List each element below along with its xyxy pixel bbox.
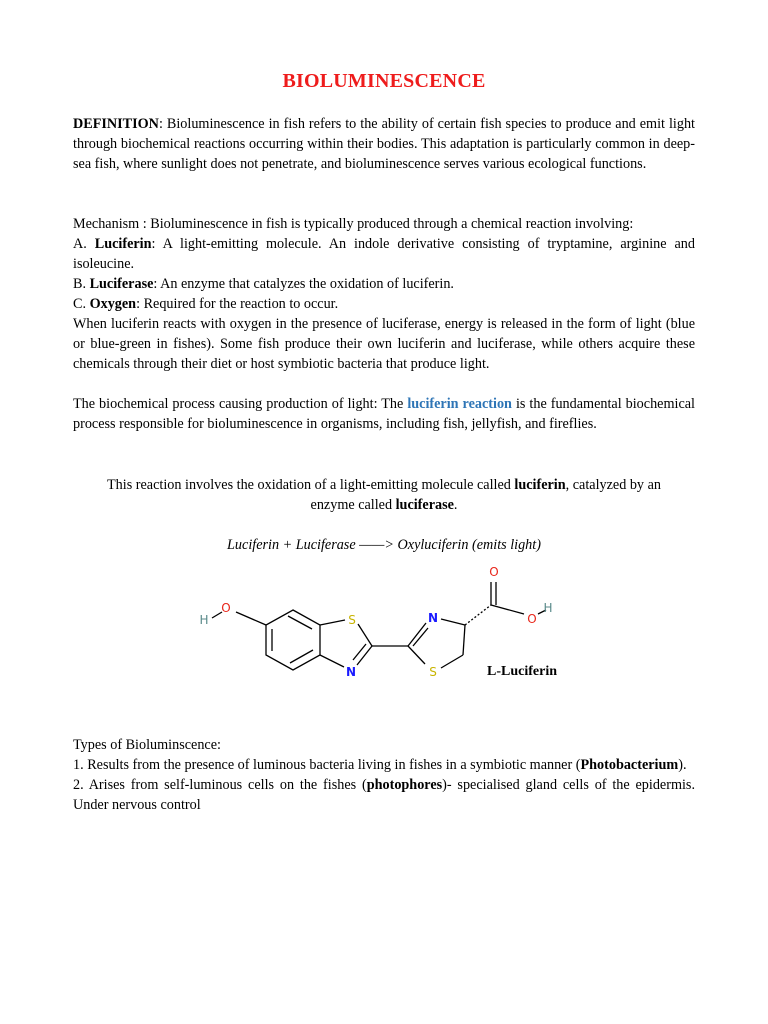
item-prefix: C. [73, 296, 90, 312]
type-text: 1. Results from the presence of luminous bacteria living in fishes in a symbiotic manner ( [73, 757, 581, 773]
double-bond [353, 644, 366, 660]
hydrogen-atom: H [199, 613, 209, 627]
definition-paragraph [73, 114, 695, 174]
mechanism-intro: Mechanism : Bioluminescence in fish is typically produced through a chemical reaction involving: [73, 216, 634, 232]
reaction-equation: Luciferin + Luciferase ——> Oxyluciferin (emits light) [227, 537, 541, 553]
c-o-bond [491, 605, 524, 614]
luciferin-reaction-link[interactable]: luciferin reaction [407, 396, 512, 412]
item-prefix: B. [73, 276, 90, 292]
types-section [73, 735, 695, 815]
process-text-before: The biochemical process causing production of light: The [73, 396, 408, 412]
types-item-2 [73, 775, 695, 815]
stereo-bond [465, 605, 491, 625]
page-title: BIOLUMINESCENCE [282, 70, 486, 92]
luciferin-term: luciferin [514, 477, 566, 493]
item-text: : A light-emitting molecule. An indole derivative consisting of tryptamine, arginine and isoleucine. [73, 236, 695, 272]
type-text: ). [678, 757, 687, 773]
mechanism-section [73, 214, 695, 374]
photobacterium-term: Photobacterium [580, 757, 679, 773]
n-c-bond [320, 655, 344, 667]
process-paragraph [73, 394, 695, 434]
photophores-term: photophores [366, 777, 443, 793]
oxygen-atom: O [221, 601, 231, 615]
process-text-after: is the fundamental biochemical process responsible for bioluminescence in organisms, including fish, jellyfish, and fireflies. [73, 396, 695, 432]
type-text: )- specialised gland cells of the epidermis. Under nervous control [73, 777, 696, 813]
reaction-text: This reaction involves the oxidation of a light-emitting molecule called [107, 477, 515, 493]
nitrogen-atom: N [427, 611, 439, 625]
item-prefix: A. [73, 236, 95, 252]
c-c-bond [463, 625, 465, 655]
sulfur-atom: S [348, 613, 356, 627]
type-text: 2. Arises from self-luminous cells on the fishes ( [73, 777, 367, 793]
reaction-line-2 [73, 495, 695, 515]
c-s-bond [441, 655, 463, 668]
item-term: Luciferase [89, 276, 154, 292]
s-c-bond [358, 624, 372, 646]
mechanism-item-b [73, 274, 695, 294]
oxygen-atom: O [489, 565, 499, 579]
item-text: : An enzyme that catalyzes the oxidation of luciferin. [153, 276, 454, 292]
molecule-bonds [212, 582, 546, 670]
c-o-bond [236, 612, 266, 625]
reaction-line-1 [73, 475, 695, 495]
sulfur-atom: S [429, 665, 437, 679]
reaction-text: , catalyzed by an [565, 477, 661, 493]
mechanism-detail: When luciferin reacts with oxygen in the presence of luciferase, energy is released in the form of light (blue or blue-green in fishes). Some fish produce their own luciferin and luciferase, while others acquire these chemicals through their diet or host symbiotic bacteria that produce light. [73, 316, 695, 372]
mechanism-item-a [73, 234, 695, 274]
molecule-label: L-Luciferin [487, 664, 557, 679]
definition-label: DEFINITION [73, 116, 159, 132]
item-text: : Required for the reaction to occur. [136, 296, 339, 312]
item-term: Luciferin [94, 236, 152, 252]
luciferase-term: luciferase [395, 497, 454, 513]
item-term: Oxygen [89, 296, 137, 312]
s-c-bond [408, 646, 425, 664]
mechanism-item-c [73, 294, 695, 314]
oxygen-atom: O [527, 612, 537, 626]
reaction-paragraph [73, 475, 695, 515]
c-s-bond [320, 620, 345, 625]
nitrogen-atom: N [345, 665, 357, 679]
hydrogen-atom: H [543, 601, 553, 615]
c-n-bond [357, 646, 372, 665]
definition-text: : Bioluminescence in fish refers to the ability of certain fish species to produce and emit light through biochemical reactions occurring within their bodies. This adaptation is particularly common in deep-sea fish, where sunlight does not penetrate, and bioluminescence serves various ecological functions. [73, 116, 695, 172]
types-item-1 [73, 755, 695, 775]
n-c-bond [441, 619, 465, 625]
reaction-text: enzyme called [310, 497, 396, 513]
reaction-text: . [453, 497, 458, 513]
types-heading: Types of Bioluminscence: [73, 737, 221, 753]
